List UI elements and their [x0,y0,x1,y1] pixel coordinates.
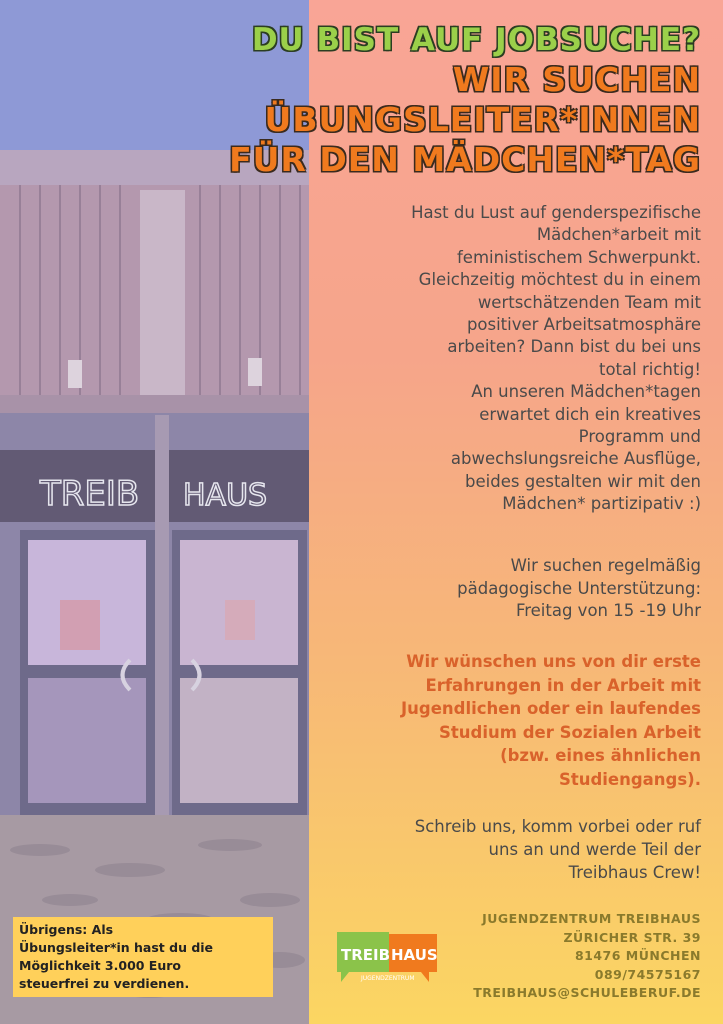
intro-line: positiver Arbeitsatmosphäre [466,315,701,335]
schedule-line: pädagogische Unterstützung: [457,578,701,598]
intro-line: arbeiten? Dann bist du bei uns [447,337,701,357]
requirements-line: Jugendlichen oder ein laufendes [401,699,701,719]
note-line: Übrigens: Als [19,922,114,937]
intro-line: abwechslungsreiche Ausflüge, [450,449,701,469]
cta-line: Schreib uns, komm vorbei oder ruf [414,817,701,836]
requirements-line: Wir wünschen uns von dir erste [406,652,701,671]
intro-line: total richtig! [598,359,701,379]
intro-paragraph-1 [316,202,701,381]
note-line: steuerfrei zu verdienen. [19,976,190,991]
requirements-line: (bzw. eines ähnlichen [500,746,701,766]
contact-name: JUGENDZENTRUM TREIBHAUS [482,911,701,926]
contact-block [473,910,701,1003]
intro-line: feministischem Schwerpunkt. [457,247,701,267]
contact-phone[interactable]: 089/74575167 [594,966,701,982]
call-to-action [316,816,701,884]
intro-line: An unseren Mädchen*tagen [471,382,701,402]
schedule-line: Wir suchen regelmäßig [510,556,701,575]
headline-line-3: ÜBUNGSLEITER*INNEN [264,100,701,139]
intro-line: wertschätzenden Team mit [477,292,701,312]
intro-line: Gleichzeitig möchtest du in einem [418,270,701,290]
headline-line-1: DU BIST AUF JOBSUCHE? [251,22,701,58]
requirements-line: Studium der Sozialen Arbeit [439,722,701,742]
cta-line: Treibhaus Crew! [568,862,701,882]
intro-line: erwartet dich ein kreatives [479,404,701,424]
requirements-text [316,650,701,792]
logo-right-text: HAUS [391,946,438,964]
intro-text [316,202,701,516]
intro-line: beides gestalten wir mit den [465,471,701,491]
cta-line: uns an und werde Teil der [488,839,701,859]
schedule-text [316,555,701,623]
svg-text:HAUS: HAUS [183,478,268,513]
requirements-line: Erfahrungen in der Arbeit mit [425,675,701,695]
intro-line: Mädchen*arbeit mit [536,225,701,245]
logo-sub-text: JUGENDZENTRUM [361,975,415,982]
schedule-line: Freitag von 15 -19 Uhr [515,601,701,621]
requirements-line: Studiengangs). [558,769,701,789]
contact-email[interactable]: TREIBHAUS@SCHULEBERUF.DE [473,985,701,1000]
tax-info-note [13,917,273,997]
intro-line: Hast du Lust auf genderspezifische [411,203,701,222]
intro-line: Mädchen* partizipativ :) [502,494,701,514]
logo-left-text: TREIB [341,946,391,964]
headline-line-4: FÜR DEN MÄDCHEN*TAG [229,140,701,179]
svg-text:TREIB: TREIB [40,474,140,514]
intro-paragraph-2 [316,381,701,515]
logo-graphic [333,924,441,990]
intro-line: Programm und [578,427,701,447]
note-line: Möglichkeit 3.000 Euro [19,958,181,973]
note-line: Übungsleiter*in hast du die [19,940,214,955]
contact-street: ZÜRICHER STR. 39 [563,929,701,945]
headline-line-2: WIR SUCHEN [452,60,701,99]
contact-city: 81476 MÜNCHEN [574,948,701,963]
treibhaus-logo [333,924,441,990]
